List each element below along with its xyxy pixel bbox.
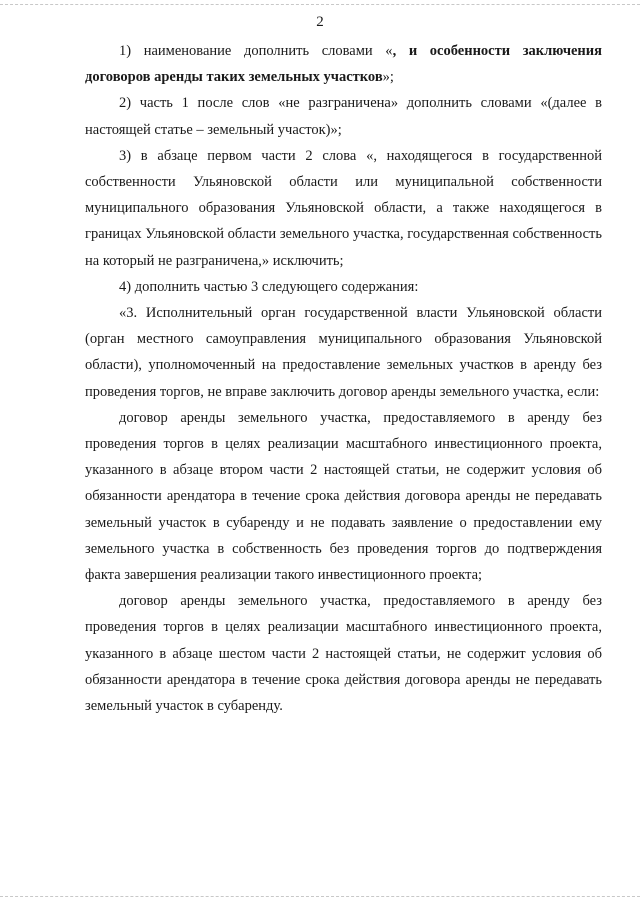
scan-edge-top (0, 4, 640, 7)
paragraph-4-text: 4) дополнить частью 3 следующего содержания: (119, 278, 419, 295)
paragraph-3 (85, 143, 602, 274)
paragraph-7-text: договор аренды земельного участка, предоставляемого в аренду без проведения торгов в целях реализации масштабного инвестиционного проекта, указанного в абзаце шестом части 2 настоящей статьи, не содержит условия об обязанности арендатора в течение срока действия договора аренды не передавать земельный участок в субаренду. (85, 593, 602, 715)
document-body (85, 38, 602, 719)
paragraph-5 (85, 300, 602, 405)
paragraph-7 (85, 588, 602, 719)
paragraph-2-text: 2) часть 1 после слов «не разграничена» дополнить словами «(далее в настоящей статье – земельный участок)»; (85, 95, 602, 138)
page-number: 2 (316, 14, 324, 30)
paragraph-1-text-end: »; (382, 69, 394, 86)
paragraph-1-text-start: 1) наименование дополнить словами « (119, 43, 393, 59)
paragraph-2 (85, 90, 602, 142)
paragraph-5-text: «3. Исполнительный орган государственной власти Ульяновской области (орган местного самоуправления муниципального образования Ульяновской области), уполномоченный на предоставление земельных участков в аренду без проведения торгов, не вправе заключить договор аренды земельного участка, если: (85, 305, 602, 400)
paragraph-6-text: договор аренды земельного участка, предоставляемого в аренду без проведения торгов в целях реализации масштабного инвестиционного проекта, указанного в абзаце втором части 2 настоящей статьи, не содержит условия об обязанности арендатора в течение срока действия договора аренды не передавать земельный участок в субаренду и не подавать заявление о предоставлении ему земельного участка в собственность без проведения торгов до подтверждения факта завершения реализации такого инвестиционного проекта; (85, 409, 602, 584)
paragraph-4 (85, 274, 602, 300)
paragraph-1 (85, 38, 602, 90)
scan-edge-bottom (0, 896, 640, 899)
paragraph-6 (85, 405, 602, 588)
paragraph-3-text: 3) в абзаце первом части 2 слова «, находящегося в государственной собственности Ульяновской области или муниципальной собственности муниципального образования Ульяновской области, а также находящегося в границах Ульяновской области земельного участка, государственная собственность на который не разграничена,» исключить; (85, 147, 602, 269)
paragraph-1-bold-text: , и особенности заключения договоров аренды таких земельных участков (85, 43, 602, 86)
